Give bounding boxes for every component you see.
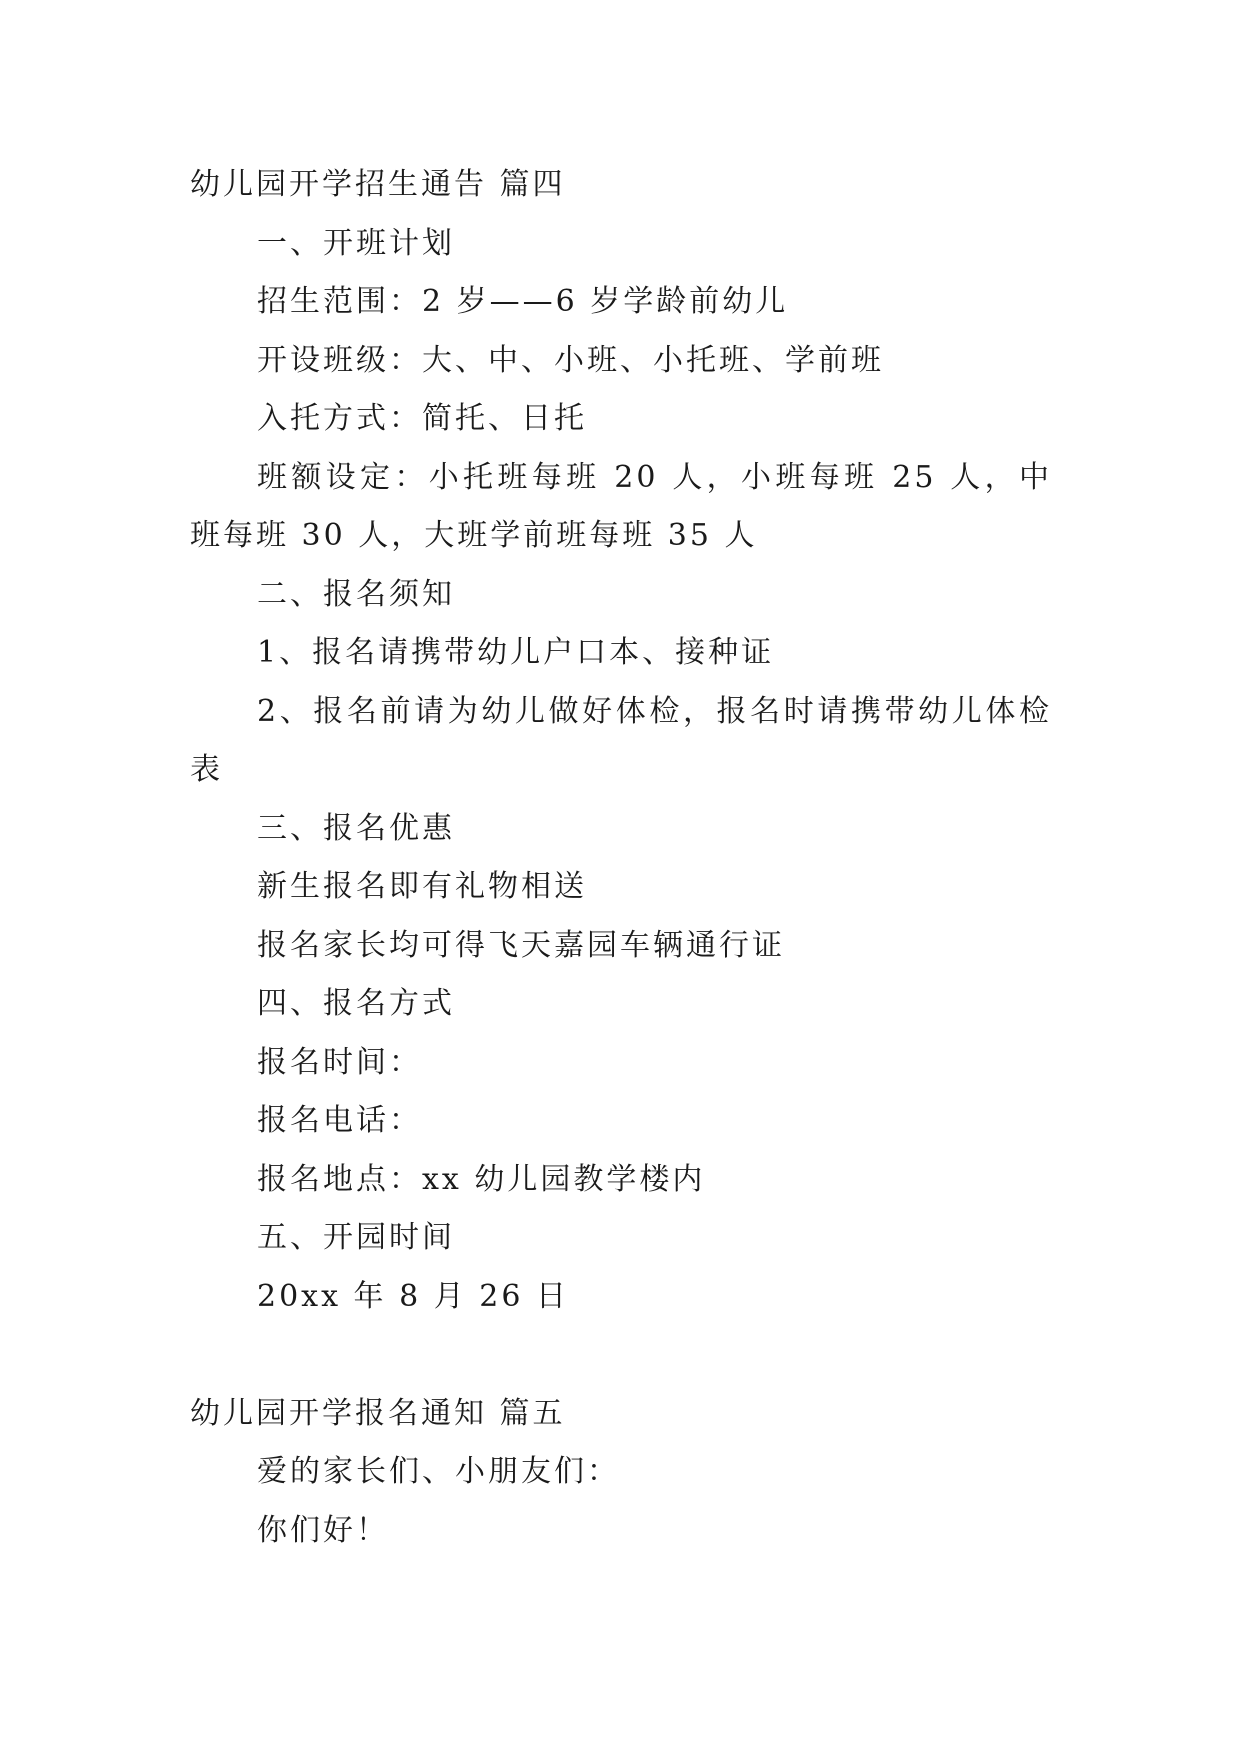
- plan-heading: 一、开班计划: [257, 225, 455, 261]
- signup-phone: 报名电话：: [257, 1103, 422, 1138]
- signup-location: 报名地点：xx 幼儿园教学楼内: [257, 1161, 706, 1197]
- enrollment-range: 招生范围：2 岁——6 岁学龄前幼儿: [257, 284, 789, 319]
- discount-gift: 新生报名即有礼物相送: [257, 869, 587, 904]
- class-size-paragraph: 班额设定：小托班每班 20 人，小班每班 25 人，中班每班 30 人，大班学前班每班 35 人: [190, 459, 1052, 553]
- signup-time: 报名时间：: [257, 1044, 422, 1080]
- greeting-recipients: 爱的家长们、小朋友们：: [257, 1454, 620, 1489]
- document-body: [190, 156, 1052, 1560]
- opening-date: 20xx 年 8 月 26 日: [257, 1278, 569, 1314]
- notice-heading: 二、报名须知: [257, 576, 455, 612]
- care-mode: 入托方式：简托、日托: [257, 401, 587, 436]
- opening-heading: 五、开园时间: [257, 1220, 455, 1255]
- notice-item-2: 2、报名前请为幼儿做好体检，报名时请携带幼儿体检表: [190, 693, 1052, 787]
- section-gap: [190, 1326, 1052, 1385]
- notice-item-1: 1、报名请携带幼儿户口本、接种证: [257, 635, 775, 670]
- class-types: 开设班级：大、中、小班、小托班、学前班: [257, 342, 884, 378]
- discount-heading: 三、报名优惠: [257, 810, 455, 846]
- discount-pass: 报名家长均可得飞天嘉园车辆通行证: [257, 927, 785, 963]
- method-heading: 四、报名方式: [257, 986, 455, 1021]
- section-title-5: 幼儿园开学报名通知 篇五: [190, 1395, 566, 1431]
- section-title-4: 幼儿园开学招生通告 篇四: [190, 167, 566, 202]
- greeting-hello: 你们好！: [257, 1512, 389, 1548]
